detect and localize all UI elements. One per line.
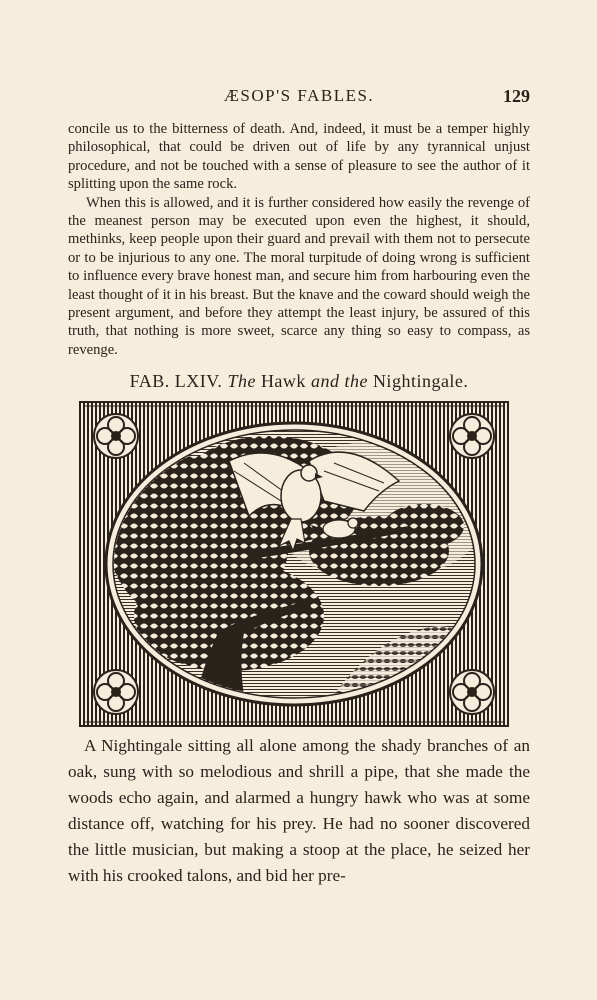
fable-title-nightingale: Nightingale. (372, 371, 469, 391)
rosette-icon (450, 670, 494, 714)
fable-heading (68, 371, 530, 392)
running-head (68, 86, 530, 110)
fable-title-the: The (227, 371, 256, 391)
fable-title-and-the: and the (310, 371, 368, 391)
rosette-icon (94, 670, 138, 714)
woodcut-illustration (79, 401, 509, 727)
rosette-icon (94, 414, 138, 458)
running-title: ÆSOP'S FABLES. (223, 86, 375, 105)
page-number: 129 (503, 86, 530, 106)
fable-title-hawk: Hawk (260, 371, 306, 391)
rosette-icon (450, 414, 494, 458)
paragraph-revenge: When this is allowed, and it is further considered how easily the revenge of the meanest person may be executed upon even the highest, it should, methinks, keep people upon their guard and prevail with them not to persecute or to be injurious to any one. The moral turpitude of doing wrong is sufficient to influence every brave honest man, and secure him from harbouring even the least thought of it in his breast. But the knave and the coward should weigh the present argument, and before they attempt the least injury, be assured of this truth, that nothing is more sweet, scarce any thing so easy to compass, as revenge. (68, 194, 530, 358)
moral-text (68, 120, 530, 359)
paragraph-continued: concile us to the bitterness of death. And, indeed, it must be a temper highly philosophical, that could be driven out of life by any tyrannical unjust procedure, and not be touched with a sense of pleasure to see the author of it splitting upon the same rock. (68, 121, 530, 193)
fable-text (68, 733, 530, 889)
fable-paragraph: A Nightingale sitting all alone among the shady branches of an oak, sung with so melodious and shrill a pipe, that she made the woods echo again, and alarmed a hungry hawk who was at some distance off, watching for his prey. He had no sooner discovered the little musician, but making a stoop at the place, he seized her with his crooked talons, and bid her pre- (68, 736, 530, 885)
fable-number: FAB. LXIV. (129, 371, 223, 391)
